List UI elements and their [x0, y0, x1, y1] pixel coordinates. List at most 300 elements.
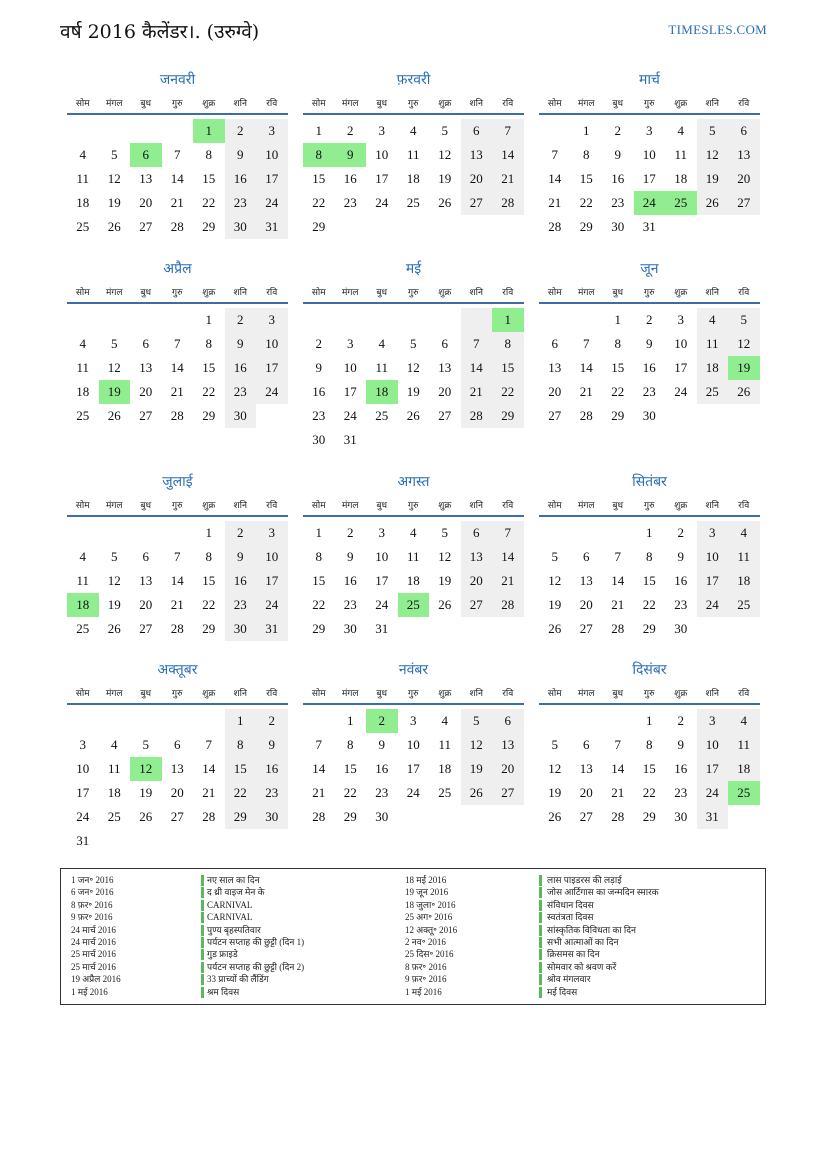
day-cell[interactable]: 14 — [202, 761, 216, 776]
day-cell[interactable]: 19 — [139, 785, 153, 800]
day-cell[interactable]: 21 — [312, 785, 326, 800]
day-cell[interactable]: 2 — [614, 123, 621, 138]
day-cell[interactable]: 24 — [375, 195, 389, 210]
day-cell[interactable]: 27 — [728, 191, 760, 215]
day-cell[interactable]: 17 — [697, 569, 729, 593]
day-cell[interactable]: 19 — [107, 597, 121, 612]
day-cell[interactable]: 15 — [642, 761, 656, 776]
day-cell[interactable]: 28 — [548, 219, 562, 234]
day-cell[interactable]: 3 — [347, 336, 354, 351]
day-cell[interactable]: 26 — [107, 219, 121, 234]
day-cell[interactable]: 22 — [642, 785, 656, 800]
day-cell[interactable]: 1 — [315, 123, 322, 138]
day-cell[interactable]: 2 — [315, 336, 322, 351]
day-cell[interactable]: 23 — [225, 380, 257, 404]
day-cell[interactable]: 1 — [205, 525, 212, 540]
day-cell[interactable]: 16 — [256, 757, 288, 781]
day-cell[interactable]: 29 — [343, 809, 357, 824]
day-cell[interactable]: 19 — [438, 171, 452, 186]
day-cell[interactable]: 29 — [225, 805, 257, 829]
day-cell[interactable]: 29 — [312, 621, 326, 636]
day-cell[interactable]: 31 — [697, 805, 729, 829]
day-cell[interactable]: 16 — [343, 171, 357, 186]
day-cell[interactable]: 18 — [438, 761, 452, 776]
day-cell[interactable]: 24 — [375, 597, 389, 612]
day-cell[interactable]: 5 — [697, 119, 729, 143]
day-cell[interactable]: 31 — [343, 432, 357, 447]
day-cell[interactable]: 25 — [728, 593, 760, 617]
day-cell[interactable]: 28 — [202, 809, 216, 824]
day-cell[interactable]: 26 — [697, 191, 729, 215]
day-cell[interactable]: 12 — [107, 171, 121, 186]
day-cell[interactable]: 8 — [225, 733, 257, 757]
day-cell[interactable]: 24 — [256, 191, 288, 215]
day-cell[interactable]: 21 — [611, 597, 625, 612]
day-cell[interactable]: 13 — [170, 761, 184, 776]
day-cell[interactable]: 10 — [375, 147, 389, 162]
day-cell[interactable]: 16 — [225, 356, 257, 380]
day-cell[interactable]: 16 — [611, 171, 625, 186]
day-cell[interactable]: 6 — [728, 119, 760, 143]
day-cell[interactable]: 12 — [548, 761, 562, 776]
day-cell[interactable]: 6 — [142, 549, 149, 564]
day-cell[interactable]: 10 — [697, 733, 729, 757]
day-cell[interactable]: 29 — [642, 809, 656, 824]
day-cell[interactable]: 3 — [677, 312, 684, 327]
day-cell[interactable]: 28 — [492, 191, 524, 215]
day-cell[interactable]: 27 — [579, 621, 593, 636]
holiday-day-cell[interactable]: 8 — [303, 143, 335, 167]
day-cell[interactable]: 30 — [225, 404, 257, 428]
day-cell[interactable]: 4 — [728, 709, 760, 733]
day-cell[interactable]: 9 — [225, 545, 257, 569]
day-cell[interactable]: 7 — [461, 332, 493, 356]
day-cell[interactable]: 7 — [492, 521, 524, 545]
day-cell[interactable]: 22 — [343, 785, 357, 800]
day-cell[interactable]: 17 — [256, 167, 288, 191]
day-cell[interactable]: 18 — [697, 356, 729, 380]
day-cell[interactable]: 26 — [406, 408, 420, 423]
day-cell[interactable]: 11 — [674, 147, 688, 162]
day-cell[interactable]: 14 — [492, 143, 524, 167]
day-cell[interactable]: 20 — [579, 597, 593, 612]
day-cell[interactable]: 2 — [256, 709, 288, 733]
holiday-day-cell[interactable]: 9 — [335, 143, 367, 167]
holiday-day-cell[interactable]: 19 — [728, 356, 760, 380]
day-cell[interactable]: 27 — [438, 408, 452, 423]
day-cell[interactable]: 20 — [461, 569, 493, 593]
day-cell[interactable]: 13 — [461, 545, 493, 569]
day-cell[interactable]: 29 — [579, 219, 593, 234]
day-cell[interactable]: 18 — [76, 384, 90, 399]
day-cell[interactable]: 10 — [642, 147, 656, 162]
day-cell[interactable]: 20 — [438, 384, 452, 399]
day-cell[interactable]: 1 — [315, 525, 322, 540]
day-cell[interactable]: 13 — [139, 573, 153, 588]
day-cell[interactable]: 11 — [76, 360, 90, 375]
day-cell[interactable]: 18 — [728, 569, 760, 593]
day-cell[interactable]: 30 — [343, 621, 357, 636]
day-cell[interactable]: 25 — [76, 219, 90, 234]
day-cell[interactable]: 25 — [76, 408, 90, 423]
day-cell[interactable]: 21 — [492, 569, 524, 593]
day-cell[interactable]: 14 — [579, 360, 593, 375]
day-cell[interactable]: 27 — [139, 219, 153, 234]
day-cell[interactable]: 4 — [441, 713, 448, 728]
day-cell[interactable]: 7 — [551, 147, 558, 162]
day-cell[interactable]: 31 — [76, 833, 90, 848]
day-cell[interactable]: 3 — [256, 119, 288, 143]
day-cell[interactable]: 22 — [492, 380, 524, 404]
day-cell[interactable]: 21 — [461, 380, 493, 404]
day-cell[interactable]: 26 — [107, 621, 121, 636]
day-cell[interactable]: 21 — [548, 195, 562, 210]
day-cell[interactable]: 5 — [410, 336, 417, 351]
day-cell[interactable]: 21 — [579, 384, 593, 399]
day-cell[interactable]: 10 — [697, 545, 729, 569]
day-cell[interactable]: 6 — [492, 709, 524, 733]
day-cell[interactable]: 11 — [697, 332, 729, 356]
day-cell[interactable]: 26 — [461, 781, 493, 805]
day-cell[interactable]: 27 — [461, 191, 493, 215]
day-cell[interactable]: 5 — [111, 147, 118, 162]
day-cell[interactable]: 4 — [79, 147, 86, 162]
day-cell[interactable]: 18 — [406, 573, 420, 588]
day-cell[interactable]: 18 — [406, 171, 420, 186]
day-cell[interactable]: 26 — [728, 380, 760, 404]
day-cell[interactable]: 7 — [174, 147, 181, 162]
day-cell[interactable]: 31 — [642, 219, 656, 234]
day-cell[interactable]: 22 — [202, 195, 216, 210]
day-cell[interactable]: 11 — [375, 360, 389, 375]
day-cell[interactable]: 15 — [343, 761, 357, 776]
day-cell[interactable]: 10 — [256, 332, 288, 356]
day-cell[interactable]: 22 — [642, 597, 656, 612]
day-cell[interactable]: 22 — [312, 195, 326, 210]
day-cell[interactable]: 12 — [548, 573, 562, 588]
day-cell[interactable]: 10 — [406, 737, 420, 752]
day-cell[interactable]: 8 — [646, 549, 653, 564]
day-cell[interactable]: 8 — [205, 336, 212, 351]
day-cell[interactable]: 23 — [611, 195, 625, 210]
day-cell[interactable]: 8 — [614, 336, 621, 351]
day-cell[interactable]: 15 — [579, 171, 593, 186]
day-cell[interactable]: 6 — [551, 336, 558, 351]
day-cell[interactable]: 4 — [79, 549, 86, 564]
day-cell[interactable]: 15 — [312, 573, 326, 588]
day-cell[interactable]: 26 — [438, 195, 452, 210]
day-cell[interactable]: 17 — [674, 360, 688, 375]
day-cell[interactable]: 27 — [139, 621, 153, 636]
day-cell[interactable]: 11 — [406, 549, 420, 564]
day-cell[interactable]: 11 — [728, 545, 760, 569]
day-cell[interactable]: 8 — [492, 332, 524, 356]
holiday-day-cell[interactable]: 25 — [398, 593, 430, 617]
day-cell[interactable]: 26 — [548, 809, 562, 824]
day-cell[interactable]: 7 — [614, 549, 621, 564]
day-cell[interactable]: 10 — [343, 360, 357, 375]
day-cell[interactable]: 24 — [406, 785, 420, 800]
day-cell[interactable]: 9 — [646, 336, 653, 351]
day-cell[interactable]: 13 — [492, 733, 524, 757]
day-cell[interactable]: 20 — [139, 597, 153, 612]
day-cell[interactable]: 18 — [728, 757, 760, 781]
day-cell[interactable]: 15 — [312, 171, 326, 186]
day-cell[interactable]: 29 — [492, 404, 524, 428]
day-cell[interactable]: 5 — [111, 549, 118, 564]
day-cell[interactable]: 5 — [441, 525, 448, 540]
day-cell[interactable]: 28 — [461, 404, 493, 428]
day-cell[interactable]: 17 — [697, 757, 729, 781]
day-cell[interactable]: 11 — [76, 573, 90, 588]
day-cell[interactable]: 14 — [312, 761, 326, 776]
day-cell[interactable]: 16 — [642, 360, 656, 375]
day-cell[interactable]: 16 — [375, 761, 389, 776]
day-cell[interactable]: 20 — [139, 195, 153, 210]
day-cell[interactable]: 14 — [170, 360, 184, 375]
day-cell[interactable]: 29 — [202, 408, 216, 423]
day-cell[interactable]: 10 — [256, 545, 288, 569]
day-cell[interactable]: 9 — [677, 737, 684, 752]
day-cell[interactable]: 17 — [256, 569, 288, 593]
day-cell[interactable]: 11 — [406, 147, 420, 162]
day-cell[interactable]: 10 — [256, 143, 288, 167]
day-cell[interactable]: 18 — [107, 785, 121, 800]
day-cell[interactable]: 19 — [406, 384, 420, 399]
day-cell[interactable]: 13 — [139, 171, 153, 186]
day-cell[interactable]: 12 — [406, 360, 420, 375]
day-cell[interactable]: 9 — [225, 332, 257, 356]
day-cell[interactable]: 24 — [76, 809, 90, 824]
day-cell[interactable]: 20 — [492, 757, 524, 781]
day-cell[interactable]: 4 — [410, 525, 417, 540]
day-cell[interactable]: 20 — [548, 384, 562, 399]
day-cell[interactable]: 3 — [646, 123, 653, 138]
day-cell[interactable]: 20 — [170, 785, 184, 800]
day-cell[interactable]: 15 — [492, 356, 524, 380]
day-cell[interactable]: 1 — [583, 123, 590, 138]
day-cell[interactable]: 30 — [674, 809, 688, 824]
day-cell[interactable]: 12 — [728, 332, 760, 356]
day-cell[interactable]: 24 — [674, 384, 688, 399]
day-cell[interactable]: 23 — [312, 408, 326, 423]
day-cell[interactable]: 13 — [579, 761, 593, 776]
day-cell[interactable]: 5 — [551, 737, 558, 752]
day-cell[interactable]: 4 — [728, 521, 760, 545]
day-cell[interactable]: 22 — [225, 781, 257, 805]
day-cell[interactable]: 9 — [347, 549, 354, 564]
holiday-day-cell[interactable]: 2 — [366, 709, 398, 733]
day-cell[interactable]: 27 — [492, 781, 524, 805]
day-cell[interactable]: 8 — [205, 147, 212, 162]
day-cell[interactable]: 23 — [343, 195, 357, 210]
day-cell[interactable]: 2 — [677, 525, 684, 540]
day-cell[interactable]: 12 — [438, 549, 452, 564]
day-cell[interactable]: 7 — [492, 119, 524, 143]
day-cell[interactable]: 15 — [202, 360, 216, 375]
day-cell[interactable]: 20 — [461, 167, 493, 191]
day-cell[interactable]: 23 — [375, 785, 389, 800]
day-cell[interactable]: 30 — [225, 215, 257, 239]
day-cell[interactable]: 28 — [492, 593, 524, 617]
day-cell[interactable]: 23 — [256, 781, 288, 805]
day-cell[interactable]: 3 — [697, 709, 729, 733]
day-cell[interactable]: 1 — [205, 312, 212, 327]
day-cell[interactable]: 16 — [674, 761, 688, 776]
day-cell[interactable]: 15 — [202, 573, 216, 588]
day-cell[interactable]: 3 — [378, 123, 385, 138]
holiday-day-cell[interactable]: 18 — [366, 380, 398, 404]
day-cell[interactable]: 29 — [611, 408, 625, 423]
day-cell[interactable]: 25 — [375, 408, 389, 423]
day-cell[interactable]: 4 — [378, 336, 385, 351]
day-cell[interactable]: 25 — [697, 380, 729, 404]
day-cell[interactable]: 17 — [642, 171, 656, 186]
day-cell[interactable]: 30 — [642, 408, 656, 423]
day-cell[interactable]: 17 — [375, 573, 389, 588]
day-cell[interactable]: 1 — [347, 713, 354, 728]
day-cell[interactable]: 30 — [375, 809, 389, 824]
day-cell[interactable]: 4 — [79, 336, 86, 351]
day-cell[interactable]: 29 — [202, 621, 216, 636]
day-cell[interactable]: 23 — [225, 191, 257, 215]
day-cell[interactable]: 28 — [579, 408, 593, 423]
day-cell[interactable]: 23 — [642, 384, 656, 399]
holiday-day-cell[interactable]: 19 — [99, 380, 131, 404]
day-cell[interactable]: 10 — [375, 549, 389, 564]
day-cell[interactable]: 3 — [378, 525, 385, 540]
day-cell[interactable]: 24 — [256, 380, 288, 404]
day-cell[interactable]: 15 — [202, 171, 216, 186]
day-cell[interactable]: 7 — [315, 737, 322, 752]
day-cell[interactable]: 22 — [579, 195, 593, 210]
day-cell[interactable]: 14 — [611, 761, 625, 776]
day-cell[interactable]: 25 — [438, 785, 452, 800]
day-cell[interactable]: 7 — [583, 336, 590, 351]
holiday-day-cell[interactable]: 25 — [728, 781, 760, 805]
holiday-day-cell[interactable]: 24 — [634, 191, 666, 215]
day-cell[interactable]: 22 — [202, 597, 216, 612]
day-cell[interactable]: 25 — [107, 809, 121, 824]
day-cell[interactable]: 6 — [461, 119, 493, 143]
day-cell[interactable]: 13 — [139, 360, 153, 375]
day-cell[interactable]: 20 — [728, 167, 760, 191]
day-cell[interactable]: 2 — [646, 312, 653, 327]
day-cell[interactable]: 28 — [170, 408, 184, 423]
day-cell[interactable]: 2 — [225, 308, 257, 332]
day-cell[interactable]: 3 — [256, 308, 288, 332]
day-cell[interactable]: 19 — [697, 167, 729, 191]
site-link[interactable]: TIMESLES.COM — [668, 22, 767, 37]
day-cell[interactable]: 14 — [548, 171, 562, 186]
day-cell[interactable]: 5 — [142, 737, 149, 752]
holiday-day-cell[interactable]: 1 — [193, 119, 225, 143]
holiday-day-cell[interactable]: 25 — [665, 191, 697, 215]
day-cell[interactable]: 22 — [611, 384, 625, 399]
day-cell[interactable]: 19 — [548, 785, 562, 800]
day-cell[interactable]: 12 — [461, 733, 493, 757]
day-cell[interactable]: 27 — [579, 809, 593, 824]
day-cell[interactable]: 25 — [406, 195, 420, 210]
day-cell[interactable]: 1 — [225, 709, 257, 733]
day-cell[interactable]: 23 — [343, 597, 357, 612]
day-cell[interactable]: 22 — [312, 597, 326, 612]
day-cell[interactable]: 25 — [76, 621, 90, 636]
holiday-day-cell[interactable]: 1 — [492, 308, 524, 332]
day-cell[interactable]: 17 — [256, 356, 288, 380]
day-cell[interactable]: 17 — [406, 761, 420, 776]
day-cell[interactable]: 3 — [256, 521, 288, 545]
day-cell[interactable]: 16 — [225, 569, 257, 593]
day-cell[interactable]: 21 — [170, 384, 184, 399]
day-cell[interactable]: 24 — [256, 593, 288, 617]
day-cell[interactable]: 15 — [225, 757, 257, 781]
day-cell[interactable]: 30 — [312, 432, 326, 447]
day-cell[interactable]: 9 — [614, 147, 621, 162]
day-cell[interactable]: 28 — [611, 621, 625, 636]
day-cell[interactable]: 19 — [438, 573, 452, 588]
day-cell[interactable]: 6 — [142, 336, 149, 351]
day-cell[interactable]: 19 — [461, 757, 493, 781]
day-cell[interactable]: 26 — [438, 597, 452, 612]
day-cell[interactable]: 14 — [611, 573, 625, 588]
day-cell[interactable]: 17 — [375, 171, 389, 186]
day-cell[interactable]: 2 — [347, 123, 354, 138]
day-cell[interactable]: 8 — [583, 147, 590, 162]
day-cell[interactable]: 3 — [79, 737, 86, 752]
day-cell[interactable]: 13 — [438, 360, 452, 375]
day-cell[interactable]: 8 — [646, 737, 653, 752]
day-cell[interactable]: 24 — [697, 593, 729, 617]
day-cell[interactable]: 29 — [642, 621, 656, 636]
day-cell[interactable]: 28 — [170, 621, 184, 636]
day-cell[interactable]: 1 — [614, 312, 621, 327]
day-cell[interactable]: 6 — [174, 737, 181, 752]
day-cell[interactable]: 16 — [343, 573, 357, 588]
day-cell[interactable]: 2 — [225, 119, 257, 143]
day-cell[interactable]: 7 — [174, 549, 181, 564]
day-cell[interactable]: 12 — [107, 573, 121, 588]
day-cell[interactable]: 23 — [225, 593, 257, 617]
day-cell[interactable]: 27 — [548, 408, 562, 423]
day-cell[interactable]: 11 — [728, 733, 760, 757]
day-cell[interactable]: 21 — [170, 597, 184, 612]
day-cell[interactable]: 19 — [548, 597, 562, 612]
day-cell[interactable]: 26 — [107, 408, 121, 423]
day-cell[interactable]: 9 — [256, 733, 288, 757]
day-cell[interactable]: 16 — [312, 384, 326, 399]
day-cell[interactable]: 14 — [461, 356, 493, 380]
holiday-day-cell[interactable]: 12 — [130, 757, 162, 781]
day-cell[interactable]: 23 — [674, 785, 688, 800]
day-cell[interactable]: 8 — [315, 549, 322, 564]
day-cell[interactable]: 17 — [343, 384, 357, 399]
day-cell[interactable]: 22 — [202, 384, 216, 399]
day-cell[interactable]: 2 — [347, 525, 354, 540]
day-cell[interactable]: 14 — [170, 573, 184, 588]
day-cell[interactable]: 16 — [225, 167, 257, 191]
day-cell[interactable]: 12 — [107, 360, 121, 375]
day-cell[interactable]: 29 — [312, 219, 326, 234]
day-cell[interactable]: 5 — [551, 549, 558, 564]
day-cell[interactable]: 6 — [583, 549, 590, 564]
day-cell[interactable]: 12 — [697, 143, 729, 167]
day-cell[interactable]: 8 — [347, 737, 354, 752]
day-cell[interactable]: 4 — [677, 123, 684, 138]
day-cell[interactable]: 21 — [611, 785, 625, 800]
day-cell[interactable]: 2 — [225, 521, 257, 545]
day-cell[interactable]: 10 — [674, 336, 688, 351]
